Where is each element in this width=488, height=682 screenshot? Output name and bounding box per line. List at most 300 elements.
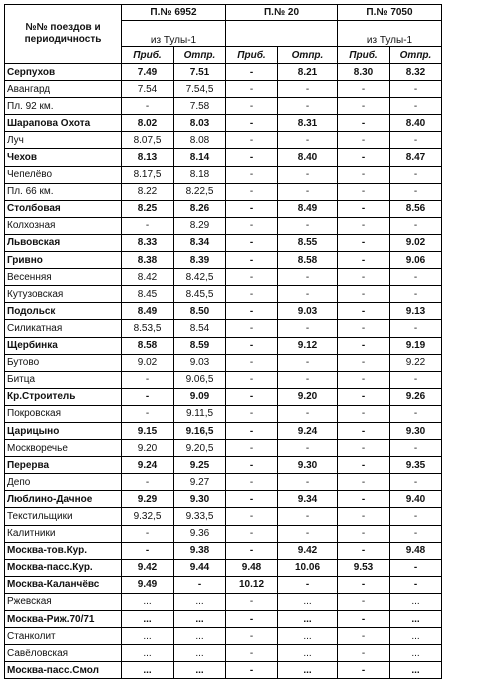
departure-time: 8.32 — [390, 64, 442, 81]
departure-time: 9.27 — [174, 474, 226, 491]
station-name: Москворечье — [5, 440, 122, 457]
departure-time: - — [278, 576, 338, 593]
arrival-time: - — [338, 662, 390, 679]
arrival-time: - — [338, 542, 390, 559]
table-row — [5, 200, 442, 217]
arrival-time: 9.29 — [122, 491, 174, 508]
departure-time: ... — [390, 645, 442, 662]
table-row — [5, 593, 442, 610]
arrival-time: - — [226, 286, 278, 303]
table-row — [5, 149, 442, 166]
departure-time: 9.20,5 — [174, 440, 226, 457]
departure-time: - — [278, 525, 338, 542]
table-row — [5, 559, 442, 576]
table-row — [5, 354, 442, 371]
station-name: Пл. 66 км. — [5, 183, 122, 200]
arrival-time: - — [226, 64, 278, 81]
arrival-time: - — [338, 491, 390, 508]
arrival-time: - — [338, 286, 390, 303]
departure-time: - — [390, 166, 442, 183]
station-name: Битца — [5, 371, 122, 388]
departure-time: 9.40 — [390, 491, 442, 508]
arrival-time: - — [226, 183, 278, 200]
departure-time: 9.02 — [390, 234, 442, 251]
arrival-time: - — [226, 593, 278, 610]
departure-time: 9.06 — [390, 252, 442, 269]
departure-time: - — [278, 405, 338, 422]
arrival-time: 8.33 — [122, 234, 174, 251]
arrival-time: - — [226, 115, 278, 132]
arrival-time: - — [226, 217, 278, 234]
station-name: Люблино-Дачное — [5, 491, 122, 508]
departure-time: 9.09 — [174, 388, 226, 405]
table-row — [5, 252, 442, 269]
station-name: Весенняя — [5, 269, 122, 286]
departure-time: 8.49 — [278, 200, 338, 217]
arrival-time: - — [338, 371, 390, 388]
departure-time: - — [278, 166, 338, 183]
departure-time: ... — [278, 645, 338, 662]
arrival-time: 8.13 — [122, 149, 174, 166]
arrival-time: - — [122, 405, 174, 422]
departure-time: 9.20 — [278, 388, 338, 405]
departure-time: - — [174, 576, 226, 593]
arrival-time: - — [338, 422, 390, 439]
station-name: Львовская — [5, 234, 122, 251]
departure-time: 9.22 — [390, 354, 442, 371]
subheader-arrival: Приб. — [122, 47, 174, 64]
arrival-time: - — [122, 542, 174, 559]
departure-time: - — [390, 286, 442, 303]
table-row — [5, 115, 442, 132]
station-name: Депо — [5, 474, 122, 491]
train-number-20: П.№ 20 — [226, 5, 338, 21]
departure-time: - — [390, 371, 442, 388]
departure-time: - — [278, 98, 338, 115]
departure-time: 9.26 — [390, 388, 442, 405]
departure-time: 8.08 — [174, 132, 226, 149]
departure-time: 8.40 — [278, 149, 338, 166]
station-name: Луч — [5, 132, 122, 149]
arrival-time: - — [338, 115, 390, 132]
table-row — [5, 440, 442, 457]
arrival-time: - — [226, 149, 278, 166]
departure-time: - — [390, 132, 442, 149]
arrival-time: - — [226, 440, 278, 457]
departure-time: ... — [278, 662, 338, 679]
departure-time: 9.44 — [174, 559, 226, 576]
arrival-time: - — [226, 320, 278, 337]
station-name: Чехов — [5, 149, 122, 166]
station-name: Покровская — [5, 405, 122, 422]
departure-time: 8.50 — [174, 303, 226, 320]
arrival-time: 8.53,5 — [122, 320, 174, 337]
table-row — [5, 474, 442, 491]
departure-time: ... — [174, 645, 226, 662]
arrival-time: 9.48 — [226, 559, 278, 576]
arrival-time: - — [226, 337, 278, 354]
station-name: Подольск — [5, 303, 122, 320]
departure-time: ... — [278, 628, 338, 645]
arrival-time: - — [122, 474, 174, 491]
station-name: Савёловская — [5, 645, 122, 662]
departure-time: - — [278, 269, 338, 286]
arrival-time: - — [338, 611, 390, 628]
arrival-time: ... — [122, 662, 174, 679]
arrival-time: - — [226, 525, 278, 542]
arrival-time: - — [226, 252, 278, 269]
departure-time: 8.58 — [278, 252, 338, 269]
departure-time: 8.54 — [174, 320, 226, 337]
departure-time: ... — [390, 593, 442, 610]
arrival-time: 8.45 — [122, 286, 174, 303]
departure-time: 8.31 — [278, 115, 338, 132]
departure-time: - — [390, 81, 442, 98]
departure-time: 9.38 — [174, 542, 226, 559]
departure-time: 8.18 — [174, 166, 226, 183]
arrival-time: - — [338, 183, 390, 200]
departure-time: - — [390, 98, 442, 115]
station-name: Гривно — [5, 252, 122, 269]
arrival-time: - — [338, 354, 390, 371]
train-note-20 — [226, 21, 338, 47]
station-name: Чепелёво — [5, 166, 122, 183]
arrival-time: - — [338, 200, 390, 217]
departure-time: 8.42,5 — [174, 269, 226, 286]
arrival-time: - — [122, 388, 174, 405]
departure-time: ... — [278, 593, 338, 610]
train-note-6952: из Тулы-1 — [122, 21, 226, 47]
arrival-time: - — [338, 149, 390, 166]
station-name: Москва-пасс.Смол — [5, 662, 122, 679]
departure-time: 8.39 — [174, 252, 226, 269]
arrival-time: - — [226, 405, 278, 422]
arrival-time: - — [122, 217, 174, 234]
departure-time: - — [278, 508, 338, 525]
station-name: Щербинка — [5, 337, 122, 354]
departure-time: 8.26 — [174, 200, 226, 217]
departure-time: - — [278, 440, 338, 457]
table-row — [5, 303, 442, 320]
arrival-time: - — [338, 593, 390, 610]
departure-time: 9.34 — [278, 491, 338, 508]
station-name: Шарапова Охота — [5, 115, 122, 132]
arrival-time: 8.07,5 — [122, 132, 174, 149]
subheader-departure: Отпр. — [174, 47, 226, 64]
departure-time: 9.06,5 — [174, 371, 226, 388]
arrival-time: - — [338, 337, 390, 354]
departure-time: - — [390, 508, 442, 525]
table-row — [5, 81, 442, 98]
table-row — [5, 662, 442, 679]
table-row — [5, 388, 442, 405]
table-row — [5, 98, 442, 115]
departure-time: - — [390, 183, 442, 200]
departure-time: - — [390, 320, 442, 337]
arrival-time: 9.24 — [122, 457, 174, 474]
arrival-time: ... — [122, 645, 174, 662]
arrival-time: - — [226, 542, 278, 559]
arrival-time: - — [338, 81, 390, 98]
departure-time: - — [390, 217, 442, 234]
departure-time: 9.36 — [174, 525, 226, 542]
departure-time: 8.59 — [174, 337, 226, 354]
arrival-time: - — [226, 166, 278, 183]
departure-time: 9.13 — [390, 303, 442, 320]
table-row — [5, 286, 442, 303]
arrival-time: - — [338, 440, 390, 457]
departure-time: - — [390, 576, 442, 593]
arrival-time: 9.02 — [122, 354, 174, 371]
train-number-7050: П.№ 7050 — [338, 5, 442, 21]
subheader-arrival: Приб. — [226, 47, 278, 64]
arrival-time: - — [338, 252, 390, 269]
station-name: Москва-пасс.Кур. — [5, 559, 122, 576]
arrival-time: ... — [122, 611, 174, 628]
station-name: Столбовая — [5, 200, 122, 217]
departure-time: 9.03 — [278, 303, 338, 320]
departure-time: 9.30 — [174, 491, 226, 508]
arrival-time: - — [338, 269, 390, 286]
arrival-time: - — [226, 508, 278, 525]
table-row — [5, 132, 442, 149]
departure-time: 9.16,5 — [174, 422, 226, 439]
arrival-time: - — [122, 98, 174, 115]
departure-time: 9.03 — [174, 354, 226, 371]
arrival-time: 8.30 — [338, 64, 390, 81]
table-row — [5, 491, 442, 508]
departure-time: 9.25 — [174, 457, 226, 474]
table-row — [5, 234, 442, 251]
station-name: Пл. 92 км. — [5, 98, 122, 115]
arrival-time: - — [338, 508, 390, 525]
departure-time: - — [390, 269, 442, 286]
arrival-time: - — [226, 303, 278, 320]
arrival-time: 8.58 — [122, 337, 174, 354]
arrival-time: - — [226, 234, 278, 251]
arrival-time: - — [226, 388, 278, 405]
train-note-7050: из Тулы-1 — [338, 21, 442, 47]
departure-time: 7.51 — [174, 64, 226, 81]
arrival-time: - — [338, 132, 390, 149]
departure-time: 8.22,5 — [174, 183, 226, 200]
arrival-time: - — [122, 371, 174, 388]
station-name: Бутово — [5, 354, 122, 371]
table-row — [5, 269, 442, 286]
table-row — [5, 217, 442, 234]
arrival-time: 7.54 — [122, 81, 174, 98]
arrival-time: 8.22 — [122, 183, 174, 200]
departure-time: 9.19 — [390, 337, 442, 354]
station-name: Кутузовская — [5, 286, 122, 303]
departure-time: 8.29 — [174, 217, 226, 234]
arrival-time: - — [226, 422, 278, 439]
arrival-time: - — [338, 388, 390, 405]
subheader-departure: Отпр. — [390, 47, 442, 64]
departure-time: - — [278, 474, 338, 491]
departure-time: - — [278, 183, 338, 200]
departure-time: - — [278, 354, 338, 371]
arrival-time: 8.17,5 — [122, 166, 174, 183]
departure-time: 9.33,5 — [174, 508, 226, 525]
table-row — [5, 166, 442, 183]
departure-time: ... — [174, 662, 226, 679]
station-name: Станколит — [5, 628, 122, 645]
departure-time: 9.48 — [390, 542, 442, 559]
arrival-time: - — [226, 645, 278, 662]
arrival-time: 8.49 — [122, 303, 174, 320]
arrival-time: - — [338, 166, 390, 183]
arrival-time: - — [338, 320, 390, 337]
departure-time: ... — [174, 628, 226, 645]
departure-time: 8.56 — [390, 200, 442, 217]
departure-time: 9.35 — [390, 457, 442, 474]
departure-time: 8.40 — [390, 115, 442, 132]
departure-time: 9.30 — [390, 422, 442, 439]
departure-time: - — [278, 217, 338, 234]
station-name: Москва-Каланчёвс — [5, 576, 122, 593]
departure-time: 9.42 — [278, 542, 338, 559]
table-row — [5, 405, 442, 422]
arrival-time: 7.49 — [122, 64, 174, 81]
departure-time: ... — [278, 611, 338, 628]
arrival-time: 10.12 — [226, 576, 278, 593]
table-row — [5, 320, 442, 337]
departure-time: - — [278, 132, 338, 149]
table-row — [5, 645, 442, 662]
arrival-time: 9.49 — [122, 576, 174, 593]
arrival-time: - — [338, 234, 390, 251]
arrival-time: 9.20 — [122, 440, 174, 457]
arrival-time: - — [338, 405, 390, 422]
departure-time: 8.45,5 — [174, 286, 226, 303]
departure-time: 9.11,5 — [174, 405, 226, 422]
arrival-time: 9.42 — [122, 559, 174, 576]
subheader-arrival: Приб. — [338, 47, 390, 64]
departure-time: 9.24 — [278, 422, 338, 439]
table-row — [5, 576, 442, 593]
departure-time: 8.34 — [174, 234, 226, 251]
arrival-time: - — [226, 474, 278, 491]
departure-time: 10.06 — [278, 559, 338, 576]
table-row — [5, 337, 442, 354]
arrival-time: ... — [122, 593, 174, 610]
departure-time: 9.30 — [278, 457, 338, 474]
departure-time: - — [390, 474, 442, 491]
arrival-time: - — [338, 98, 390, 115]
station-name: Кр.Строитель — [5, 388, 122, 405]
arrival-time: 9.32,5 — [122, 508, 174, 525]
departure-time: - — [390, 559, 442, 576]
arrival-time: 9.53 — [338, 559, 390, 576]
departure-time: 8.14 — [174, 149, 226, 166]
table-row — [5, 64, 442, 81]
header-title: №№ поездов и периодичность — [5, 5, 122, 64]
table-row — [5, 525, 442, 542]
arrival-time: - — [226, 662, 278, 679]
arrival-time: - — [338, 645, 390, 662]
arrival-time: ... — [122, 628, 174, 645]
station-name: Авангард — [5, 81, 122, 98]
departure-time: 9.12 — [278, 337, 338, 354]
departure-time: ... — [174, 611, 226, 628]
departure-time: ... — [390, 628, 442, 645]
arrival-time: - — [338, 457, 390, 474]
subheader-departure: Отпр. — [278, 47, 338, 64]
arrival-time: 9.15 — [122, 422, 174, 439]
table-row — [5, 183, 442, 200]
table-row — [5, 542, 442, 559]
table-row — [5, 371, 442, 388]
station-name: Москва-тов.Кур. — [5, 542, 122, 559]
arrival-time: - — [338, 628, 390, 645]
timetable — [4, 4, 442, 679]
station-name: Царицыно — [5, 422, 122, 439]
arrival-time: - — [226, 81, 278, 98]
arrival-time: - — [226, 132, 278, 149]
station-name: Серпухов — [5, 64, 122, 81]
arrival-time: - — [338, 576, 390, 593]
departure-time: - — [390, 440, 442, 457]
arrival-time: 8.02 — [122, 115, 174, 132]
station-name: Текстильщики — [5, 508, 122, 525]
table-row — [5, 508, 442, 525]
departure-time: - — [278, 81, 338, 98]
arrival-time: - — [338, 303, 390, 320]
table-row — [5, 611, 442, 628]
arrival-time: - — [226, 371, 278, 388]
arrival-time: - — [338, 474, 390, 491]
arrival-time: - — [226, 354, 278, 371]
arrival-time: - — [226, 457, 278, 474]
departure-time: 8.55 — [278, 234, 338, 251]
departure-time: - — [278, 286, 338, 303]
departure-time: - — [278, 371, 338, 388]
arrival-time: 8.38 — [122, 252, 174, 269]
departure-time: - — [390, 405, 442, 422]
departure-time: 8.21 — [278, 64, 338, 81]
departure-time: ... — [390, 662, 442, 679]
station-name: Перерва — [5, 457, 122, 474]
table-row — [5, 628, 442, 645]
station-name: Силикатная — [5, 320, 122, 337]
table-row — [5, 457, 442, 474]
arrival-time: - — [338, 525, 390, 542]
arrival-time: - — [338, 217, 390, 234]
station-name: Калитники — [5, 525, 122, 542]
train-number-6952: П.№ 6952 — [122, 5, 226, 21]
departure-time: 7.54,5 — [174, 81, 226, 98]
arrival-time: - — [226, 491, 278, 508]
arrival-time: - — [226, 98, 278, 115]
station-name: Москва-Риж.70/71 — [5, 611, 122, 628]
arrival-time: - — [226, 200, 278, 217]
station-name: Колхозная — [5, 217, 122, 234]
station-name: Ржевская — [5, 593, 122, 610]
departure-time: ... — [174, 593, 226, 610]
arrival-time: - — [226, 628, 278, 645]
table-row — [5, 422, 442, 439]
departure-time: 8.03 — [174, 115, 226, 132]
departure-time: 8.47 — [390, 149, 442, 166]
arrival-time: 8.42 — [122, 269, 174, 286]
departure-time: - — [278, 320, 338, 337]
arrival-time: - — [226, 611, 278, 628]
departure-time: 7.58 — [174, 98, 226, 115]
arrival-time: - — [122, 525, 174, 542]
arrival-time: 8.25 — [122, 200, 174, 217]
departure-time: - — [390, 525, 442, 542]
